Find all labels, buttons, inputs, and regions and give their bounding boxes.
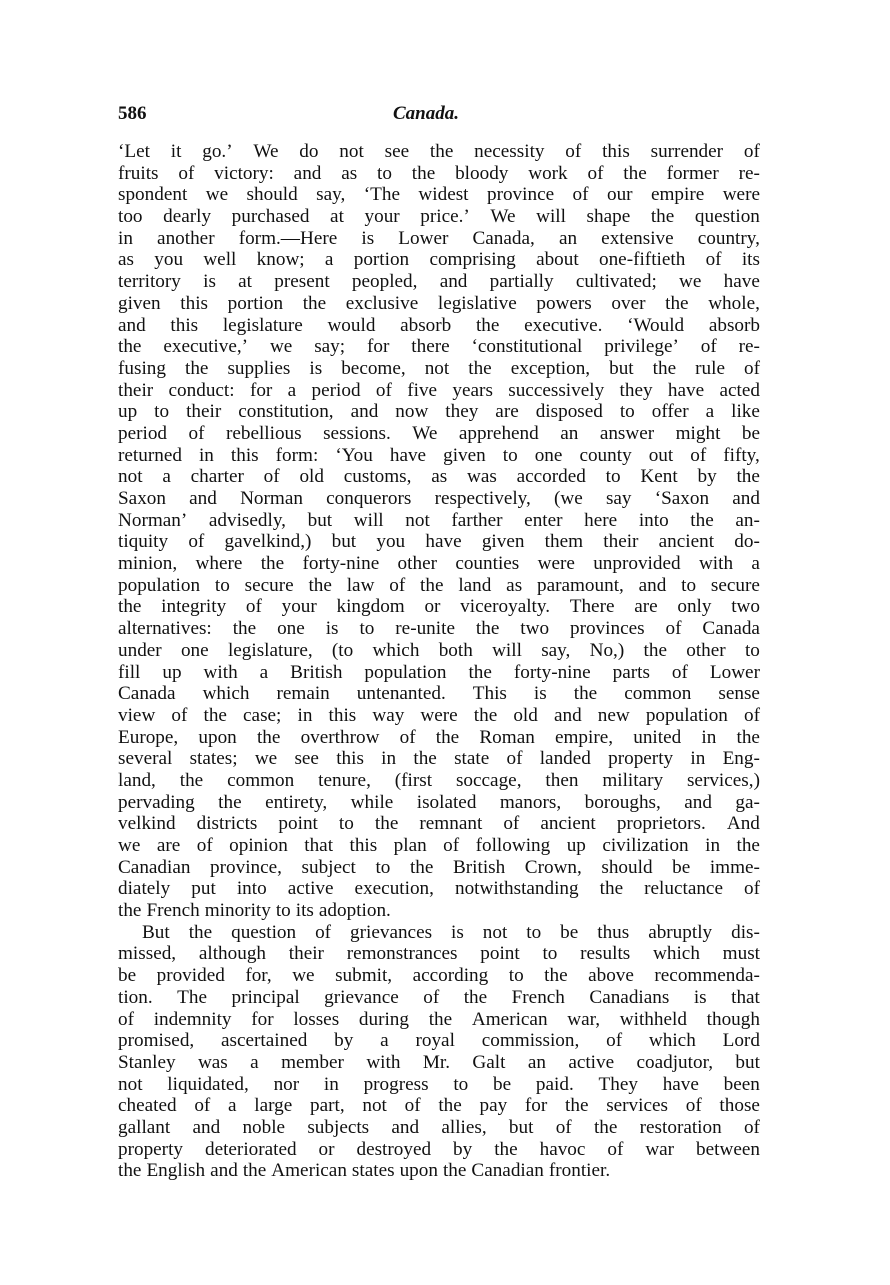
text-line: their conduct: for a period of five years successively they have acted — [118, 379, 760, 401]
text-line: population to secure the law of the land as paramount, and to secure — [118, 574, 760, 596]
text-line: ‘Let it go.’ We do not see the necessity of this surrender of — [118, 141, 760, 162]
text-line: Canadian province, subject to the British Crown, should be imme- — [118, 856, 760, 878]
text-line: not a charter of old customs, as was accorded to Kent by the — [118, 466, 760, 488]
text-line: under one legislature, (to which both will say, No,) the other to — [118, 639, 760, 661]
running-title: Canada. — [393, 103, 459, 124]
text-line: the executive,’ we say; for there ‘constitutional privilege’ of re- — [118, 336, 760, 358]
text-line: alternatives: the one is to re-unite the two provinces of Canada — [118, 618, 760, 640]
text-line: in another form.—Here is Lower Canada, an extensive country, — [118, 227, 760, 249]
text-line: up to their constitution, and now they are disposed to offer a like — [118, 401, 760, 423]
text-line: Stanley was a member with Mr. Galt an active coadjutor, but — [118, 1051, 760, 1073]
text-line: missed, although their remonstrances point to results which must — [118, 943, 760, 965]
text-line: fruits of victory: and as to the bloody work of the former re- — [118, 162, 760, 184]
paragraph — [118, 141, 760, 922]
text-line: pervading the entirety, while isolated manors, boroughs, and ga- — [118, 791, 760, 813]
text-line: velkind districts point to the remnant of ancient proprietors. And — [118, 813, 760, 835]
page-number: 586 — [118, 103, 147, 124]
text-line: the French minority to its adoption. — [118, 900, 391, 922]
text-line: several states; we see this in the state of landed property in Eng- — [118, 748, 760, 770]
text-line: and this legislature would absorb the executive. ‘Would absorb — [118, 314, 760, 336]
text-line: returned in this form: ‘You have given to one county out of fifty, — [118, 444, 760, 466]
text-line: cheated of a large part, not of the pay for the services of those — [118, 1095, 760, 1117]
text-line: not liquidated, nor in progress to be paid. They have been — [118, 1073, 760, 1095]
text-line: property deteriorated or destroyed by the havoc of war between — [118, 1138, 760, 1160]
text-line: given this portion the exclusive legislative powers over the whole, — [118, 292, 760, 314]
text-line: we are of opinion that this plan of following up civilization in the — [118, 835, 760, 856]
text-line: Saxon and Norman conquerors respectively, (we say ‘Saxon and — [118, 488, 760, 509]
text-line: land, the common tenure, (first soccage, then military services,) — [118, 769, 760, 791]
text-line: fill up with a British population the forty-nine parts of Lower — [118, 661, 760, 683]
text-line: too dearly purchased at your price.’ We will shape the question — [118, 206, 760, 228]
text-line: period of rebellious sessions. We apprehend an answer might be — [118, 422, 760, 444]
text-line: of indemnity for losses during the American war, withheld though — [118, 1008, 760, 1030]
text-line: Europe, upon the overthrow of the Roman empire, united in the — [118, 726, 760, 748]
text-line: territory is at present peopled, and partially cultivated; we have — [118, 271, 760, 293]
text-line: spondent we should say, ‘The widest province of our empire were — [118, 184, 760, 206]
paragraph — [118, 922, 760, 1182]
text-line: minion, where the forty-nine other counties were unprovided with a — [118, 553, 760, 575]
text-line: Norman’ advisedly, but will not farther enter here into the an- — [118, 509, 760, 531]
text-line: the English and the American states upon the Canadian frontier. — [118, 1160, 611, 1182]
text-line: tion. The principal grievance of the French Canadians is that — [118, 986, 760, 1008]
text-line: be provided for, we submit, according to the above recommenda- — [118, 965, 760, 987]
text-line: Canada which remain untenanted. This is the common sense — [118, 683, 760, 705]
text-line: gallant and noble subjects and allies, but of the restoration of — [118, 1116, 760, 1138]
text-line: promised, ascertained by a royal commission, of which Lord — [118, 1030, 760, 1052]
text-line: fusing the supplies is become, not the exception, but the rule of — [118, 357, 760, 379]
text-line: diately put into active execution, notwithstanding the reluctance of — [118, 878, 760, 900]
text-line: the integrity of your kingdom or viceroyalty. There are only two — [118, 596, 760, 618]
text-line: view of the case; in this way were the old and new population of — [118, 704, 760, 726]
page-header — [118, 103, 758, 129]
text-line: But the question of grievances is not to be thus abruptly dis- — [142, 921, 760, 943]
text-line: tiquity of gavelkind,) but you have given them their ancient do- — [118, 531, 760, 553]
body-text — [118, 141, 760, 1182]
text-line: as you well know; a portion comprising about one-fiftieth of its — [118, 249, 760, 271]
